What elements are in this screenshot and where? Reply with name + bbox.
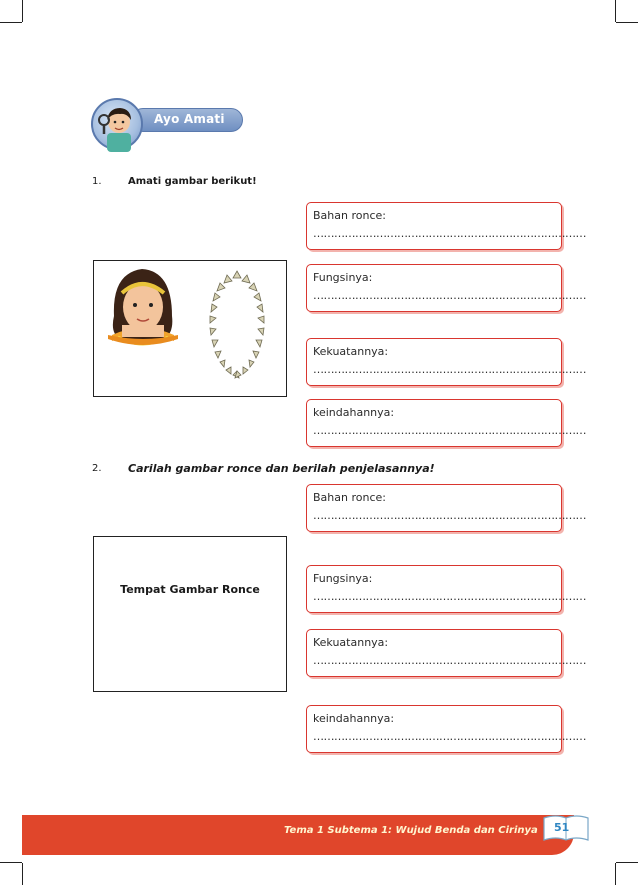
crop-mark (615, 0, 616, 22)
answer-line[interactable]: …………………………………………………………………… (313, 363, 586, 376)
woman-with-necklace-icon (94, 261, 288, 398)
question-1-text: Amati gambar berikut! (128, 176, 257, 187)
answer-line[interactable]: …………………………………………………………………… (313, 424, 586, 437)
answer-card-function[interactable] (306, 565, 586, 613)
answer-card-strength[interactable] (306, 629, 586, 677)
answer-line[interactable]: …………………………………………………………………… (313, 509, 586, 522)
drawing-area-label: Tempat Gambar Ronce (120, 583, 260, 596)
question-2-text: Carilah gambar ronce dan berilah penjelasannya! (128, 462, 435, 475)
card-label: Kekuatannya: (313, 636, 389, 649)
answer-card-material[interactable] (306, 202, 586, 250)
answer-line[interactable]: …………………………………………………………………… (313, 730, 586, 743)
answer-line[interactable]: …………………………………………………………………… (313, 654, 586, 667)
answer-card-beauty[interactable] (306, 705, 586, 753)
card-label: Kekuatannya: (313, 345, 389, 358)
drawing-area[interactable] (93, 536, 287, 692)
crop-mark (22, 0, 23, 22)
answer-card-function[interactable] (306, 264, 586, 312)
answer-card-strength[interactable] (306, 338, 586, 386)
crop-mark (616, 22, 638, 23)
ronce-illustration (93, 260, 287, 397)
page-number: 51 (554, 821, 570, 834)
answer-card-material[interactable] (306, 484, 586, 532)
card-label: keindahannya: (313, 712, 395, 725)
answer-line[interactable]: …………………………………………………………………… (313, 590, 586, 603)
section-pill (131, 108, 243, 132)
section-title: Ayo Amati (154, 112, 225, 126)
crop-mark (615, 863, 616, 885)
book-icon (542, 812, 590, 844)
crop-mark (0, 22, 22, 23)
child-with-magnifier-icon (91, 98, 143, 150)
answer-card-beauty[interactable] (306, 399, 586, 447)
question-1-number: 1. (92, 176, 102, 187)
card-label: Fungsinya: (313, 572, 373, 585)
card-label: Bahan ronce: (313, 209, 386, 222)
card-label: keindahannya: (313, 406, 395, 419)
answer-line[interactable]: …………………………………………………………………… (313, 289, 586, 302)
answer-line[interactable]: …………………………………………………………………… (313, 227, 586, 240)
question-2-number: 2. (92, 463, 102, 474)
card-label: Bahan ronce: (313, 491, 386, 504)
footer-title: Tema 1 Subtema 1: Wujud Benda dan Cirinya (284, 825, 538, 836)
crop-mark (0, 862, 22, 863)
section-badge (91, 98, 246, 148)
crop-mark (616, 862, 638, 863)
crop-mark (22, 863, 23, 885)
card-label: Fungsinya: (313, 271, 373, 284)
